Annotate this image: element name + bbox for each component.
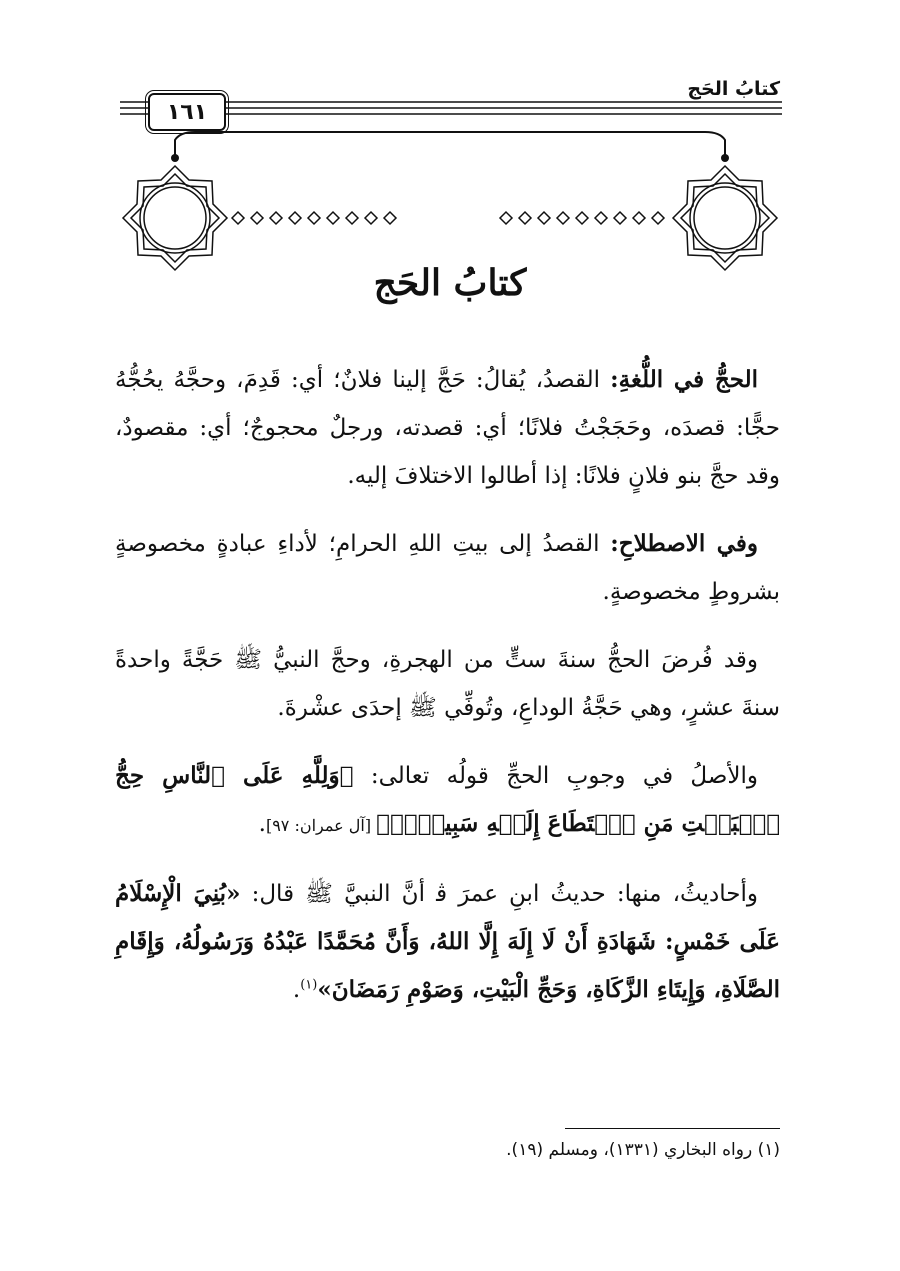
paragraph-text: والأصلُ في وجوبِ الحجِّ قولُه تعالى: xyxy=(353,763,758,789)
term-linguistic: الحجُّ في اللُّغةِ: xyxy=(610,366,758,393)
right-diamond-chain xyxy=(500,212,664,224)
paragraph-text: القصدُ، يُقالُ: حَجَّ إلينا فلانٌ؛ أي: قَدِمَ، وحجَّهُ يحُجُّهُ حجًّا: قصدَه، وحَجَجْتُ فلانًا؛ أي: قصدته، ورجلٌ محجوجٌ؛ أي: مقصودٌ، وقد حجَّ بنو فلانٍ فلانًا: إذا أطالوا الاختلافَ إليه. xyxy=(115,367,780,489)
footnote-divider xyxy=(565,1128,780,1129)
paragraph-linguistic xyxy=(115,356,780,500)
paragraph-text: وقد فُرضَ الحجُّ سنةَ ستٍّ من الهجرةِ، وحجَّ النبيُّ ﷺ حَجَّةً واحدةً سنةَ عشرٍ، وهي حَجَّةُ الوداعِ، وتُوفِّي ﷺ إحدَى عشْرةَ. xyxy=(115,647,780,721)
paragraph-text: وأحاديثُ، منها: حديثُ ابنِ عمرَ ﭬ أنَّ النبيَّ ﷺ قال: xyxy=(240,881,758,907)
paragraph-terminological xyxy=(115,520,780,616)
body-text xyxy=(115,356,780,1034)
term-terminological: وفي الاصطلاحِ: xyxy=(610,530,758,557)
ornament-arc xyxy=(175,132,725,158)
running-title: كتابُ الحَج xyxy=(687,78,780,100)
footnote: (١) رواه البخاري (١٣٣١)، ومسلم (١٩). xyxy=(506,1140,780,1160)
quran-verse: ﴿وَلِلَّهِ عَلَى ٱلنَّاسِ حِجُّ ٱلۡبَيۡتِ مَنِ ٱسۡتَطَاعَ إِلَيۡهِ سَبِيلٗاۚ﴾ xyxy=(115,762,780,837)
chapter-ornament xyxy=(0,90,900,350)
paragraph-quran-evidence xyxy=(115,752,780,850)
right-rosette-icon xyxy=(673,166,777,270)
paragraph-end: . xyxy=(258,811,266,837)
left-rosette-icon xyxy=(123,166,227,270)
chapter-title: كتابُ الحَج xyxy=(373,262,527,304)
paragraph-text: القصدُ إلى بيتِ اللهِ الحرامِ؛ لأداءِ عبادةٍ مخصوصةٍ بشروطٍ مخصوصةٍ. xyxy=(115,531,780,605)
verse-reference: [آل عمران: ٩٧] xyxy=(265,816,377,835)
hadith-text: «بُنِيَ الْإِسْلَامُ عَلَى خَمْسٍ: شَهَادَةِ أَنْ لَا إِلَهَ إِلَّا اللهُ، وَأَنَّ مُحَمَّدًا عَبْدُهُ وَرَسُولُهُ، وَإِقَامِ الصَّلَاةِ، وَإِيتَاءِ الزَّكَاةِ، وَحَجِّ الْبَيْتِ، وَصَوْمِ رَمَضَانَ» xyxy=(115,880,780,1003)
left-diamond-chain xyxy=(232,212,396,224)
paragraph-hadith-evidence xyxy=(115,870,780,1014)
footnote-marker: (١) xyxy=(300,977,318,993)
paragraph-end: . xyxy=(292,977,301,1003)
page-number: ١٦١ xyxy=(148,93,226,131)
paragraph-history xyxy=(115,636,780,732)
